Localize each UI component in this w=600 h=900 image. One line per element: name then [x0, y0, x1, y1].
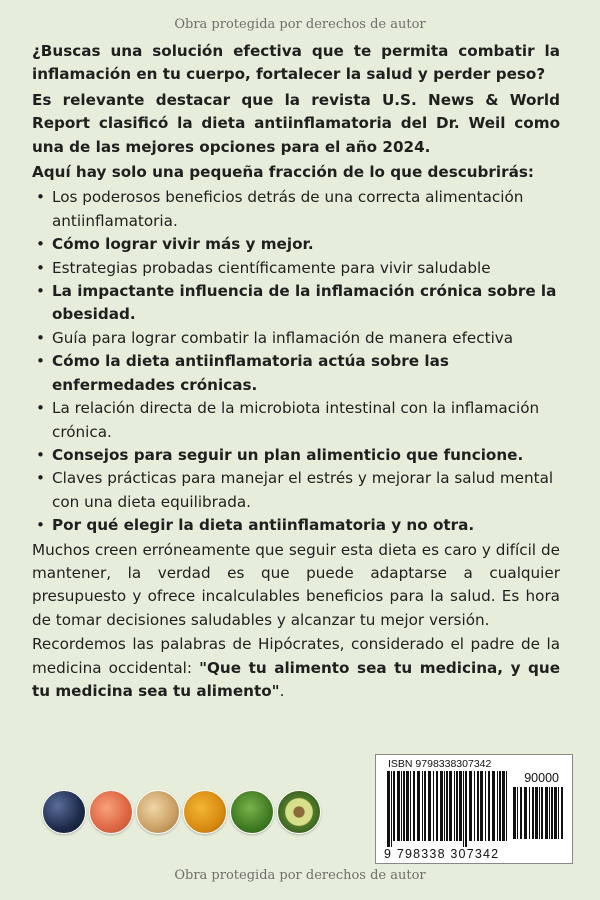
turmeric-icon	[183, 790, 227, 834]
barcode-bar	[401, 771, 402, 841]
barcode-addon-bars	[513, 787, 565, 845]
barcode-bar	[413, 771, 415, 841]
barcode-bar	[513, 787, 516, 839]
barcode-bar	[549, 787, 550, 839]
barcode-bar	[545, 787, 548, 839]
barcode-bar	[502, 771, 505, 841]
barcode-bar	[524, 787, 527, 839]
price-code: 90000	[524, 771, 559, 785]
barcode-bar	[403, 771, 405, 841]
barcode-bar	[410, 771, 411, 841]
barcode-bar	[539, 787, 540, 839]
barcode-bar	[391, 771, 392, 847]
barcode-bar	[532, 787, 534, 839]
list-item: • Por qué elegir la dieta antiinflamatoria y no otra.	[52, 514, 560, 537]
isbn-barcode	[375, 754, 573, 864]
barcode-bar	[469, 771, 472, 841]
list-item: • Cómo lograr vivir más y mejor.	[52, 233, 560, 256]
list-item: • La impactante influencia de la inflamación crónica sobre la obesidad.	[52, 280, 560, 327]
barcode-bar	[474, 771, 475, 841]
barcode-bar	[480, 771, 483, 841]
barcode-digits: 9 798338 307342	[384, 847, 500, 861]
back-cover-text	[32, 40, 560, 703]
barcode-bar	[541, 787, 543, 839]
barcode-bar	[440, 771, 443, 841]
benefits-list	[32, 186, 560, 537]
salmon-icon	[89, 790, 133, 834]
food-icons-row	[42, 790, 334, 836]
barcode-bar	[446, 771, 448, 841]
barcode-bar	[551, 787, 553, 839]
intro-question: ¿Buscas una solución efectiva que te permita combatir la inflamación en tu cuerpo, fortalecer la salud y perder peso?	[32, 42, 560, 84]
list-item: • Guía para lograr combatir la inflamación de manera efectiva	[52, 327, 560, 350]
list-item: • Claves prácticas para manejar el estrés y mejorar la salud mental con una dieta equilibrada.	[52, 467, 560, 514]
barcode-bar	[459, 771, 462, 841]
barcode-bar	[497, 771, 498, 841]
barcode-bar	[465, 771, 467, 847]
barcode-bar	[488, 771, 490, 841]
list-item: • Cómo la dieta antiinflamatoria actúa sobre las enfermedades crónicas.	[52, 350, 560, 397]
barcode-bar	[436, 771, 438, 841]
barcode-bar	[433, 771, 434, 841]
list-item: • La relación directa de la microbiota intestinal con la inflamación crónica.	[52, 397, 560, 444]
hippocrates-paragraph	[32, 633, 560, 703]
barcode-bar	[499, 771, 501, 841]
barcode-bar	[506, 771, 507, 841]
barcode-bar	[387, 771, 390, 847]
hippocrates-lead: Recordemos las palabras de Hipócrates, considerado el padre de la medicina occidental:	[32, 635, 560, 677]
barcode-bar	[456, 771, 458, 841]
barcode-bar	[477, 771, 479, 841]
isbn-label: ISBN 9798338307342	[388, 758, 492, 770]
barcode-bar	[449, 771, 452, 841]
list-item: • Estrategias probadas científicamente para vivir saludable	[52, 257, 560, 280]
list-item: • Consejos para seguir un plan alimenticio que funcione.	[52, 444, 560, 467]
watermark-bottom: Obra protegida por derechos de autor	[174, 868, 426, 883]
avocado-icon	[277, 790, 321, 834]
barcode-bar	[529, 787, 530, 839]
barcode-bar	[485, 771, 486, 841]
blueberries-icon	[42, 790, 86, 834]
barcode-bar	[393, 771, 395, 841]
intro-lead: Aquí hay solo una pequeña fracción de lo que descubrirás:	[32, 163, 534, 182]
barcode-bar	[517, 787, 518, 839]
barcode-bar	[535, 787, 538, 839]
barcode-bar	[444, 771, 445, 841]
watermark-top: Obra protegida por derechos de autor	[174, 17, 426, 32]
barcode-main-bars	[387, 771, 509, 847]
intro-news: Es relevante destacar que la revista U.S. News & World Report clasificó la dieta antiinflamatoria del Dr. Weil como una de las mejores opciones para el año 2024.	[32, 90, 560, 156]
barcode-bar	[558, 787, 559, 839]
barcode-bar	[554, 787, 557, 839]
barcode-bar	[463, 771, 464, 847]
closing-paragraph: Muchos creen erróneamente que seguir esta dieta es caro y difícil de mantener, la verdad es que puede adaptarse a cualquier presupuesto y ofrece incalculables beneficios para la salud. Es hora de tomar decisiones saludables y alcanzar tu mejor versión.	[32, 540, 560, 629]
barcode-bar	[417, 771, 420, 841]
barcode-bar	[492, 771, 495, 841]
broccoli-icon	[230, 790, 274, 834]
barcode-bar	[422, 771, 423, 841]
barcode-bar	[561, 787, 563, 839]
barcode-bar	[428, 771, 431, 841]
barcode-bar	[397, 771, 400, 841]
barcode-bar	[424, 771, 426, 841]
barcode-bar	[406, 771, 409, 841]
ginger-icon	[136, 790, 180, 834]
list-item: • Los poderosos beneficios detrás de una correcta alimentación antiinflamatoria.	[52, 186, 560, 233]
barcode-bar	[520, 787, 522, 839]
hippocrates-end: .	[279, 681, 285, 700]
barcode-bar	[454, 771, 455, 841]
hippocrates-quote: "Que tu alimento sea tu medicina, y que tu medicina sea tu alimento"	[32, 658, 560, 700]
